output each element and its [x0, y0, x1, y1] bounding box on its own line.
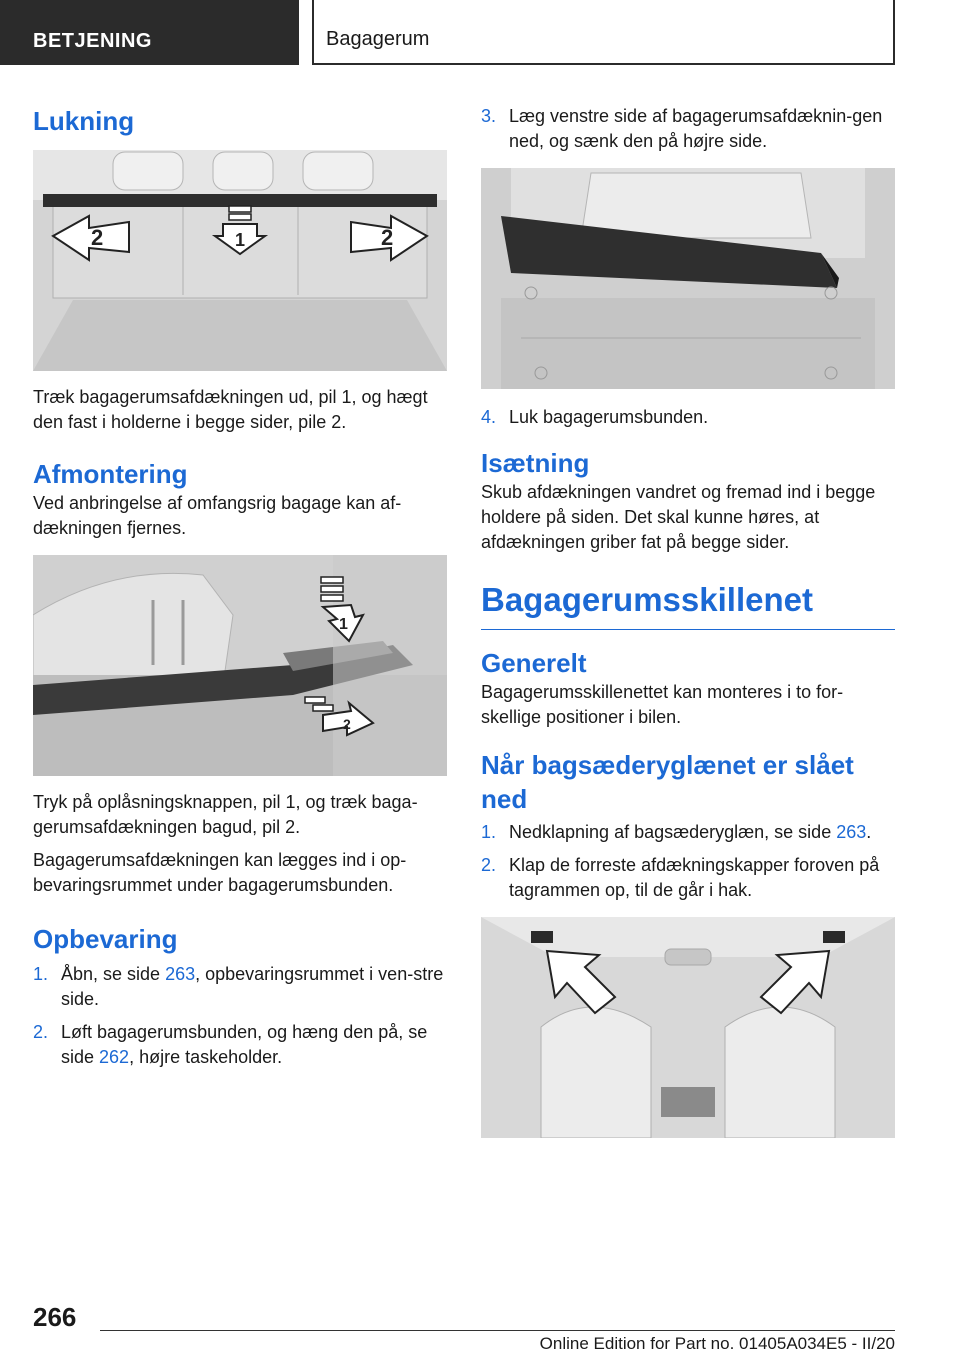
caption2-afmontering: Bagagerumsafdækningen kan lægges ind i op-bevaringsrummet under bagagerumsbunden.	[33, 850, 407, 895]
intro-afmontering: Ved anbringelse af omfangsrig bagage kan af-dækningen fjernes.	[33, 493, 402, 538]
heading-opbevaring: Opbevaring	[33, 924, 178, 954]
caption-lukning: Træk bagagerumsafdækningen ud, pil 1, og hægt den fast i holderne i begge sider, pile 2.	[33, 387, 428, 432]
left-column	[33, 100, 447, 1070]
chapter-title: Bagagerum	[312, 0, 895, 65]
svg-text:1: 1	[235, 230, 246, 250]
heading-bagagerumsskillenet: Bagagerumsskillenet	[481, 579, 895, 630]
svg-text:2: 2	[91, 225, 104, 250]
list-item: 4. Luk bagagerumsbunden.	[481, 407, 709, 427]
steps-continued	[481, 104, 895, 154]
svg-text:1: 1	[339, 616, 348, 633]
figure-cover-stowed	[481, 168, 895, 389]
heading-isaetning: Isætning	[481, 448, 590, 478]
heading-afmontering: Afmontering	[33, 459, 188, 489]
footer-divider	[100, 1330, 895, 1331]
right-column	[481, 104, 895, 1138]
page-number: 266	[33, 1302, 77, 1332]
figure-roof-caps	[481, 917, 895, 1138]
edition-text: Online Edition for Part no. 01405A034E5 - II/20	[539, 1334, 895, 1353]
figure-cover-pull-out	[33, 150, 447, 371]
section-tab: BETJENING	[0, 0, 299, 65]
heading-lukning: Lukning	[33, 106, 135, 136]
list-item: 3. Læg venstre side af bagagerumsafdæknin-gen ned, og sænk den på højre side.	[481, 106, 883, 151]
heading-generelt: Generelt	[481, 648, 587, 678]
page-link[interactable]: 263	[165, 964, 196, 984]
list-item: 1. Åbn, se side 263, opbevaringsrummet i ven-stre side.	[33, 964, 444, 1009]
list-item: 2. Løft bagagerumsbunden, og hæng den på, se side 262, højre taskeholder.	[33, 1022, 428, 1067]
text-generelt: Bagagerumsskillenettet kan monteres i to for-skellige positioner i bilen.	[481, 682, 844, 727]
svg-text:2: 2	[343, 716, 351, 732]
caption-afmontering: Tryk på oplåsningsknappen, pil 1, og træk baga-gerumsafdækningen bagud, pil 2.	[33, 792, 418, 837]
steps-opbevaring	[33, 962, 447, 1070]
page-link[interactable]: 262	[99, 1047, 130, 1067]
list-item: 1. Nedklapning af bagsæderyglæn, se side 263.	[481, 822, 872, 842]
figure-cover-removal	[33, 555, 447, 776]
steps-naar	[481, 820, 895, 903]
list-item: 2. Klap de forreste afdækningskapper foroven på tagrammen op, til de går i hak.	[481, 855, 880, 900]
text-isaetning: Skub afdækningen vandret og fremad ind i begge holdere på siden. Det skal kunne høres, at afdækningen griber fat på begge sider.	[481, 482, 876, 552]
page-header	[0, 0, 960, 65]
page-link[interactable]: 263	[836, 822, 867, 842]
steps-close	[481, 405, 895, 430]
svg-text:2: 2	[381, 225, 394, 250]
heading-naar: Når bagsæderyglænet er slået ned	[481, 750, 854, 814]
